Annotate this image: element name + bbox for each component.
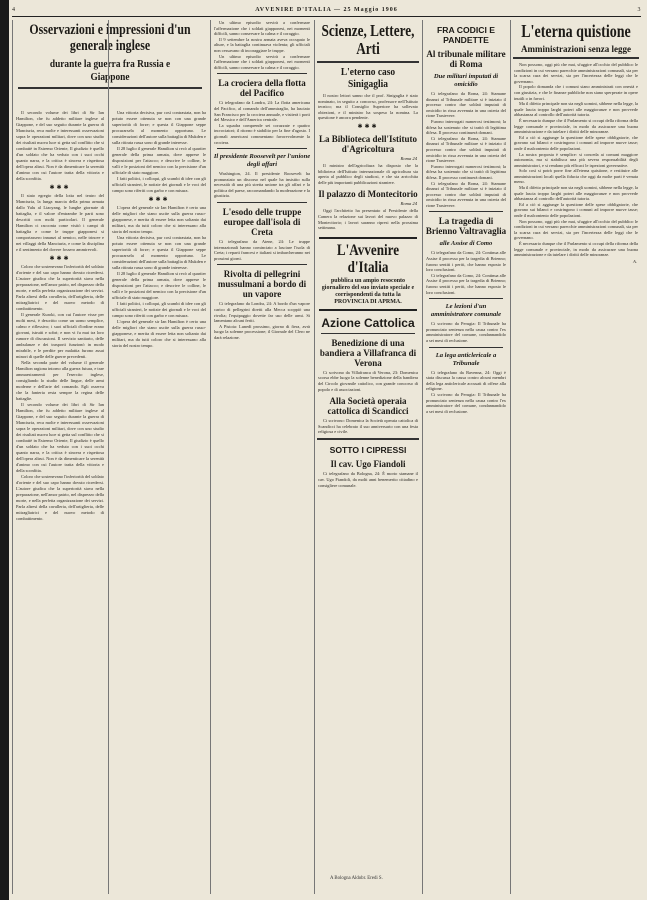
section-stars: ✱✱✱ xyxy=(49,185,71,191)
divider xyxy=(317,438,419,440)
section-title-catholic-action: Azione Cattolica xyxy=(321,315,415,330)
article-paragraph: Coloro che sostenevano l'inferiorità del soldato d'oriente e del suo capo hanno dovuto ricredersi. L'autore giudica che la superiorità stava nella preparazione, nell'amor patrio, nel disprezzo della morte, e nella perfetta organizzazione dei servizi. Parla altresì della cavalleria, dell'artiglieria, delle mitragliatrici e del nuovo metodo di combattimento. xyxy=(16,264,104,311)
lead-article-title: Osservazioni e impressioni d'un generale inglese xyxy=(29,22,191,54)
headline-crete: L'esodo delle truppe europee dall'isola di Creta xyxy=(222,207,302,238)
article-paragraph: Ci scrivono: Domenica la Società operaia cattolica di Scandicci ha celebrato il suo anniversario con una festa religiosa e civile. xyxy=(318,418,418,435)
headline-library: La Biblioteca dell'Istituto d'Agricoltura xyxy=(318,133,417,154)
dateline: Roma 24 xyxy=(400,155,417,161)
advert-box xyxy=(319,237,417,311)
page-header xyxy=(12,4,641,17)
article-paragraph: Il nostro lettori sanno che il prof. Sinigaglia è stato nominato, in seguito a concorso, professore nell'Istituto tecnico; ma il Consiglio Superiore ha sollevato obiezioni, e il ministro ha sospeso la nomina. La questione è ancora pendente. xyxy=(318,93,418,121)
editorial-subtitle: Amministrazioni senza legge xyxy=(521,44,631,54)
divider xyxy=(429,347,503,348)
article-paragraph: Ci telegrafano da Atene, 24: Le truppe internazionali hanno cominciato a lasciare l'isola di Creta; i reparti francesi e italiani si imbarcheranno nei prossimi giorni. xyxy=(214,239,310,261)
article-paragraph: Ci telegrafano da Roma, 24: Stamane dinanzi al Tribunale militare si è iniziato il processo contro due soldati imputati di omicidio in rissa avvenuta in una osteria del rione Trastevere. xyxy=(426,180,506,208)
article-paragraph: Ci telegrafano da Roma, 24: Stamane dinanzi al Tribunale militare si è iniziato il processo contro due soldati imputati di omicidio in rissa avvenuta in una osteria del rione Trastevere. xyxy=(426,135,506,164)
section-stars: ✱✱✱ xyxy=(357,123,379,130)
article-paragraph: Il secondo volume dei libri di Sir Ian Hamilton, che fu addetto militare inglese al Giappone, e del suo seguito durante la guerra di Manciuria, reca molte e interessanti osservazioni sopra le operazioni militari, dove con uno studio dei risultati nuova luce si getta sul conflitto che si combattè in Estremo Oriente, Il giudizio è quello d'un soldato che ha veduto con i suoi occhi quanto narra, e la critica è sincera e rispettosa dell'opera altrui. Non è da dimenticare la serenità d'animo con cui l'autore tratta della vittoria e della sconfitta. xyxy=(16,402,104,473)
article-paragraph: Il generale Kuroki, con cui l'autore visse per molti mesi, è descritto come un uomo semplice, calmo e riflessivo; i suoi ufficiali d'ordine erano giovani, istruiti e sobri; e non vi fu mai tra loro rumore di discussioni. Il servizio sanitario, delle ambulanze e dei trasporti funzionò in modo mirabile, e le perdite per malattia furono assai minori di quelle delle guerre precedenti. xyxy=(16,312,104,359)
headline-fiandoli: Il cav. Ugo Fiandoli xyxy=(330,459,406,470)
headline-pacific-fleet: La crociera della flotta del Pacifico xyxy=(218,78,306,99)
article-paragraph: Ma il difetto principale non sta negli uomini, sibbene nella legge, la quale lascia troppo larghi poteri alle maggioranze e non provvede abbastanza al controllo dell'autorità tutoria. xyxy=(514,185,638,202)
article-paragraph: Ci telegrafano da Londra, 24: La flotta americana del Pacifico, al comando dell'ammiraglio, ha lasciato San Francisco per la crociera annuale, e visiterà i porti del Messico e dell'America centrale. xyxy=(214,100,310,123)
article-paragraph: Coloro che sostenevano l'inferiorità del soldato d'oriente e del suo capo hanno dovuto ricredersi. L'autore giudica che la superiorità stava nella preparazione, nell'amor patrio, nel disprezzo della morte, e nella perfetta organizzazione dei servizi. Parla altresì della cavalleria, dell'artiglieria, delle mitragliatrici e del nuovo metodo di combattimento. xyxy=(16,474,104,521)
article-paragraph: Ci scrivono da Perugia: Il Tribunale ha pronunciato sentenza nella causa contro l'ex amministratore del comune, condannandolo a sei mesi di reclusione. xyxy=(426,391,506,414)
lead-article-subtitle: durante la guerra fra Russia e Giappone xyxy=(49,58,171,83)
article-paragraph: Washington, 24. Il presidente Roosevelt ha pronunziato un discorso nel quale ha insistito sulla necessità di una più stretta unione tra gli affari e la politica del paese, raccomandando la moderazione e la giustizia. xyxy=(214,171,310,199)
page-number-left: 4 xyxy=(12,7,16,13)
article-paragraph: Ci telegrafano da Bologna, 24: È morto stamane il cav. Ugo Fiandoli, da molti anni benemerito cittadino e consigliere comunale. xyxy=(318,471,418,488)
article-paragraph: Ci telegrafano da Roma, 24: Stamane dinanzi al Tribunale militare si è iniziato il processo contro due soldati imputati di omicidio in rissa avvenuta in una osteria del rione Trastevere. xyxy=(426,91,506,119)
headline-scandicci: Alla Società operaia cattolica di Scandicci xyxy=(327,396,409,417)
column-6 xyxy=(510,20,641,894)
article-paragraph: È necessario dunque che il Parlamento si occupi della riforma della legge comunale e provinciale, in modo da assicurare una buona amministrazione e da tutelare i diritti delle minoranze. xyxy=(514,241,638,258)
article-paragraph: La squadra comprende sei corazzate e quattro incrociatori; il ritorno è stabilito per la fine d'agosto. I giornali americani commentano favorevolmente la crociera. xyxy=(214,122,310,145)
article-paragraph: Ed a ciò si aggiunge la questione delle spese obbligatorie, che gravano sui bilanci e costringono i comuni ad imporre nuove tasse; onde il malcontento delle popolazioni. xyxy=(514,134,638,151)
divider xyxy=(513,57,639,59)
column-2 xyxy=(108,20,209,894)
article-paragraph: Non possono, oggi più che mai, sfuggire all'occhio del pubblico le condizioni in cui versano parecchie amministrazioni comunali, sia per la scarsa cura dei servizi, sia per l'incertezza delle leggi che le governano. xyxy=(514,62,638,84)
article-paragraph: Ci telegrafano da Como, 24: Continua alle Assise il processo per la tragedia di Brienno; furono sentiti i periti, che hanno esposto le loro conclusioni. xyxy=(426,272,506,295)
headline-homicide: Due militari imputati di omicidio xyxy=(433,73,499,88)
divider xyxy=(429,298,503,299)
dateline: Roma 24 xyxy=(400,201,417,207)
article-paragraph: Furono interrogati numerosi testimoni; la difesa ha sostenuto che si trattò di legittima difesa. Il processo continuerà domani. xyxy=(426,163,506,180)
column-3 xyxy=(210,20,313,894)
column-1 xyxy=(12,20,107,894)
headline-brienno: La tragedia di Brienno Valtravaglia xyxy=(425,216,507,237)
article-paragraph: Un ultimo episodio servirà a confermare l'affermazione che i soldati giapponesi, nei momenti difficili, sanno conservare la calma e il coraggio. xyxy=(214,20,310,37)
article-paragraph: A Pistoia: Lunedì prossimo, giorno di fiera, avrà luogo la solenne processione; il Giornale del Clero ne darà relazione. xyxy=(214,323,310,340)
article-paragraph: Nella seconda parte del volume il generale Hamilton ragiona intorno alla guerra futura, e trae ammaestramenti per l'esercito inglese, consigliando lo studio delle lingue, delle armi moderne e dell'arte del comando. Egli osserva che la fanteria resta sempre la regina delle battaglie. xyxy=(16,360,104,401)
article-paragraph: È necessario dunque che il Parlamento si occupi della riforma della legge comunale e provinciale, in modo da assicurare una buona amministrazione e da tutelare i diritti delle minoranze. xyxy=(514,117,638,135)
divider xyxy=(217,264,307,265)
headline-military-tribunal: Al tribunale militare di Roma xyxy=(426,49,506,69)
editorial-byline: A. xyxy=(633,258,637,264)
article-paragraph: L'opera del generale sir Ian Hamilton è certo una delle migliori che siano uscite sulla guerra russo-giapponese, e merita di essere letta non soltanto dai militari, ma da tutti coloro che si interessano alla storia del nostro tempo. xyxy=(112,319,206,348)
article-paragraph: L'opera del generale sir Ian Hamilton è certo una delle migliori che siano uscite sulla guerra russo-giapponese, e merita di essere letta non soltanto dai militari, ma da tutti coloro che si interessano alla storia del nostro tempo. xyxy=(112,205,206,234)
article-paragraph: Il secondo volume dei libri di Sir Ian Hamilton, che fu addetto militare inglese al Giappone, e del suo seguito durante la guerra di Manciuria, reca molte e interessanti osservazioni sopra le operazioni militari, dove con uno studio dei risultati nuova luce si getta sul conflitto che si combattè in Estremo Oriente, Il giudizio è quello d'un soldato che ha veduto con i suoi occhi quanto narra, e la critica è sincera e rispettosa dell'opera altrui. Non è da dimenticare la serenità d'animo con cui l'autore tratta della vittoria e della sconfitta. xyxy=(16,110,104,181)
headline-assise-como: alle Assise di Como xyxy=(439,240,493,248)
headline-anticlerical-league: La lega anticlericale a Tribunale xyxy=(435,351,497,367)
headline-roosevelt: Il presidente Roosevelt per l'unione degli affari xyxy=(213,153,311,169)
article-paragraph: Una vittoria decisiva, pur così contrastata, non ha potuto essere ottenuta se non con una grande superiorità di forze; e questa il Giappone seppe procurarsela al momento opportuno. Le considerazioni dell'autore sulla battaglia di Mukden e sulla ritirata russa sono di grande interesse. xyxy=(112,110,206,145)
article-paragraph: Il 9 settembre la nostra armata aveva occupato le alture, e la battaglia continuava violenta; gli ufficiali non cessavano di incoraggiare le truppe. xyxy=(214,36,310,53)
article-paragraph: La nostra proposta è semplice: si conceda ai comuni maggiore autonomia, ma si stabilisca una più severa responsabilità degli amministratori, e si rendano più efficaci le ispezioni governative. xyxy=(514,151,638,168)
divider xyxy=(217,148,307,149)
divider xyxy=(321,333,415,334)
divider xyxy=(317,61,419,63)
column-5 xyxy=(422,20,509,894)
section-title-obituaries: SOTTO I CIPRESSI xyxy=(329,444,407,455)
article-paragraph: Non possono, oggi più che mai, sfuggire all'occhio del pubblico le condizioni in cui versano parecchie amministrazioni comunali, sia per la scarsa cura dei servizi, sia per l'incertezza delle leggi che le governano. xyxy=(514,218,638,241)
article-paragraph: Il stato egregio della lotta nel teatro del Manciuria, la lunga marcia della prima armata dallo Yalu al Liaoyang, le lunghe giornate di battaglia, e il valore d'entrambe le parti sono descritti con molti particolari. Il generale Hamilton ci racconta come visitò i campi di battaglia e come le truppe giapponesi si comportassero innanzi al nemico, nelle trincee e nei villaggi della Manciuria, e come la disciplina e il sentimento del dovere fossero ammirevoli. xyxy=(16,193,104,252)
article-paragraph: Una vittoria decisiva, pur così contrastata, non ha potuto essere ottenuta se non con una grande superiorità di forze; e questa il Giappone seppe procurarsela al momento opportuno. Le considerazioni dell'autore sulla battaglia di Mukden e sulla ritirata russa sono di grande interesse. xyxy=(112,235,206,270)
article-paragraph: Il 28 luglio il generale Hamilton si recò al quartier generale della prima armata, dove apprese le disposizioni per l'attacco; e descrive le colline, le valli e le posizioni del nemico con la precisione d'un ufficiale di stato maggiore. xyxy=(112,271,206,300)
advert-body: pubblica un ampio resoconto giornaliero del suo inviato speciale e corrispondenti da tutta la PROVINCIA DI APRMA. xyxy=(321,277,415,305)
section-title-science: Scienze, Lettere, Arti xyxy=(321,21,415,58)
article-paragraph: Un ultimo episodio servirà a confermare l'affermazione che i soldati giapponesi, nei momenti difficili, sanno conservare la calma e il coraggio. xyxy=(214,53,310,70)
advert-title: L'Avvenire d'Italia xyxy=(336,241,400,276)
printer-stamp: A Bologna Aldobr. Eredi S. xyxy=(330,876,383,881)
article-paragraph: Solo così si potrà porre fine all'eterna quistione, e restituire alle amministrazioni locali quella fiducia che oggi da molte parti è venuta meno. xyxy=(514,168,638,185)
article-paragraph: Ci telegrafano da Londra, 24: A bordo d'un vapore carico di pellegrini diretti alla Mecca scoppiò una rivolta; l'equipaggio dovette far uso delle armi. Si lamentano alcuni feriti. xyxy=(214,301,310,324)
headline-montecitorio: Il palazzo di Montecitorio xyxy=(318,189,418,200)
section-stars: ✱✱✱ xyxy=(49,256,71,262)
page-number-right: 3 xyxy=(637,7,641,13)
article-paragraph: I fatti politici, i colloqui, gli scambi di idee con gli ufficiali stranieri, le notizie dei giornali e le voci del campo sono riferiti con garbo e con misura. xyxy=(112,301,206,318)
article-paragraph: Il popolo domanda che i comuni siano amministrati con onestà e con giustizia, e che le finanze pubbliche non siano sperperate in opere inutili o in favori. xyxy=(514,84,638,101)
editorial-title: L'eterna quistione xyxy=(521,21,631,41)
columns xyxy=(12,20,641,894)
article-paragraph: I fatti politici, i colloqui, gli scambi di idee con gli ufficiali stranieri, le notizie dei giornali e le voci del campo sono riferiti con garbo e con misura. xyxy=(112,176,206,193)
divider xyxy=(217,202,307,203)
article-paragraph: Ma il difetto principale non sta negli uomini, sibbene nella legge, la quale lascia troppo larghi poteri alle maggioranze e non provvede abbastanza al controllo dell'autorità tutoria. xyxy=(514,101,638,118)
article-paragraph: Il 28 luglio il generale Hamilton si recò al quartier generale della prima armata, dove apprese le disposizioni per l'attacco; e descrive le colline, le valli e le posizioni del nemico con la precisione d'un ufficiale di stato maggiore. xyxy=(112,146,206,175)
section-title-courts: FRA CODICI E PANDETTE xyxy=(437,25,495,45)
headline-flag-blessing: Benedizione di una bandiera a Villafranca di Verona xyxy=(319,337,417,368)
divider xyxy=(429,211,503,212)
article-paragraph: Ci telegrafano da Como, 24: Continua alle Assise il processo per la tragedia di Brienno; furono sentiti i periti, che hanno esposto le loro conclusioni. xyxy=(426,250,506,273)
column-4 xyxy=(314,20,421,894)
masthead-line: AVVENIRE D'ITALIA — 25 Maggio 1906 xyxy=(255,7,398,13)
article-paragraph: Furono interrogati numerosi testimoni; la difesa ha sostenuto che si trattò di legittima difesa. Il processo continuerà domani. xyxy=(426,118,506,136)
headline-sinigaglia: L'eterno caso Sinigaglia xyxy=(340,67,396,90)
article-paragraph: Ci scrivono da Perugia: Il Tribunale ha pronunciato sentenza nella causa contro l'ex amministratore del comune, condannandolo a sei mesi di reclusione. xyxy=(426,321,506,343)
page-edge xyxy=(0,0,9,900)
headline-pilgrims: Rivolta di pellegrini mussulmani a bordo di un vapore xyxy=(217,269,307,300)
headline-administrator: Le lezioni d'un amministratore comunale xyxy=(430,303,502,319)
article-paragraph: Ci telegrafano da Ravenna, 24: Oggi è stata discussa la causa contro alcuni membri della lega anticlericale accusati di offese alla religione. xyxy=(426,369,506,392)
section-stars: ✱✱✱ xyxy=(148,197,170,203)
divider xyxy=(217,73,307,74)
article-paragraph: Il ministro dell'agricoltura ha disposto che la biblioteca dell'Istituto internazionale di agricoltura sia aperta al pubblico degli studiosi, e che sia arricchita delle più importanti pubblicazioni straniere. xyxy=(318,162,418,185)
article-paragraph: Ed a ciò si aggiunge la questione delle spese obbligatorie, che gravano sui bilanci e costringono i comuni ad imporre nuove tasse; onde il malcontento delle popolazioni. xyxy=(514,201,638,219)
article-paragraph: Oggi l'architetto ha presentato al Presidente della Camera la relazione sui lavori del nuovo palazzo di Montecitorio; i lavori saranno ripresi nella prossima settimana. xyxy=(318,208,418,231)
article-paragraph: Ci scrivono da Villafranca di Verona, 23: Domenica scorsa ebbe luogo la solenne benedizione della bandiera del Circolo giovanile cattolico, con grande concorso di popolo e di associazioni. xyxy=(318,369,418,392)
